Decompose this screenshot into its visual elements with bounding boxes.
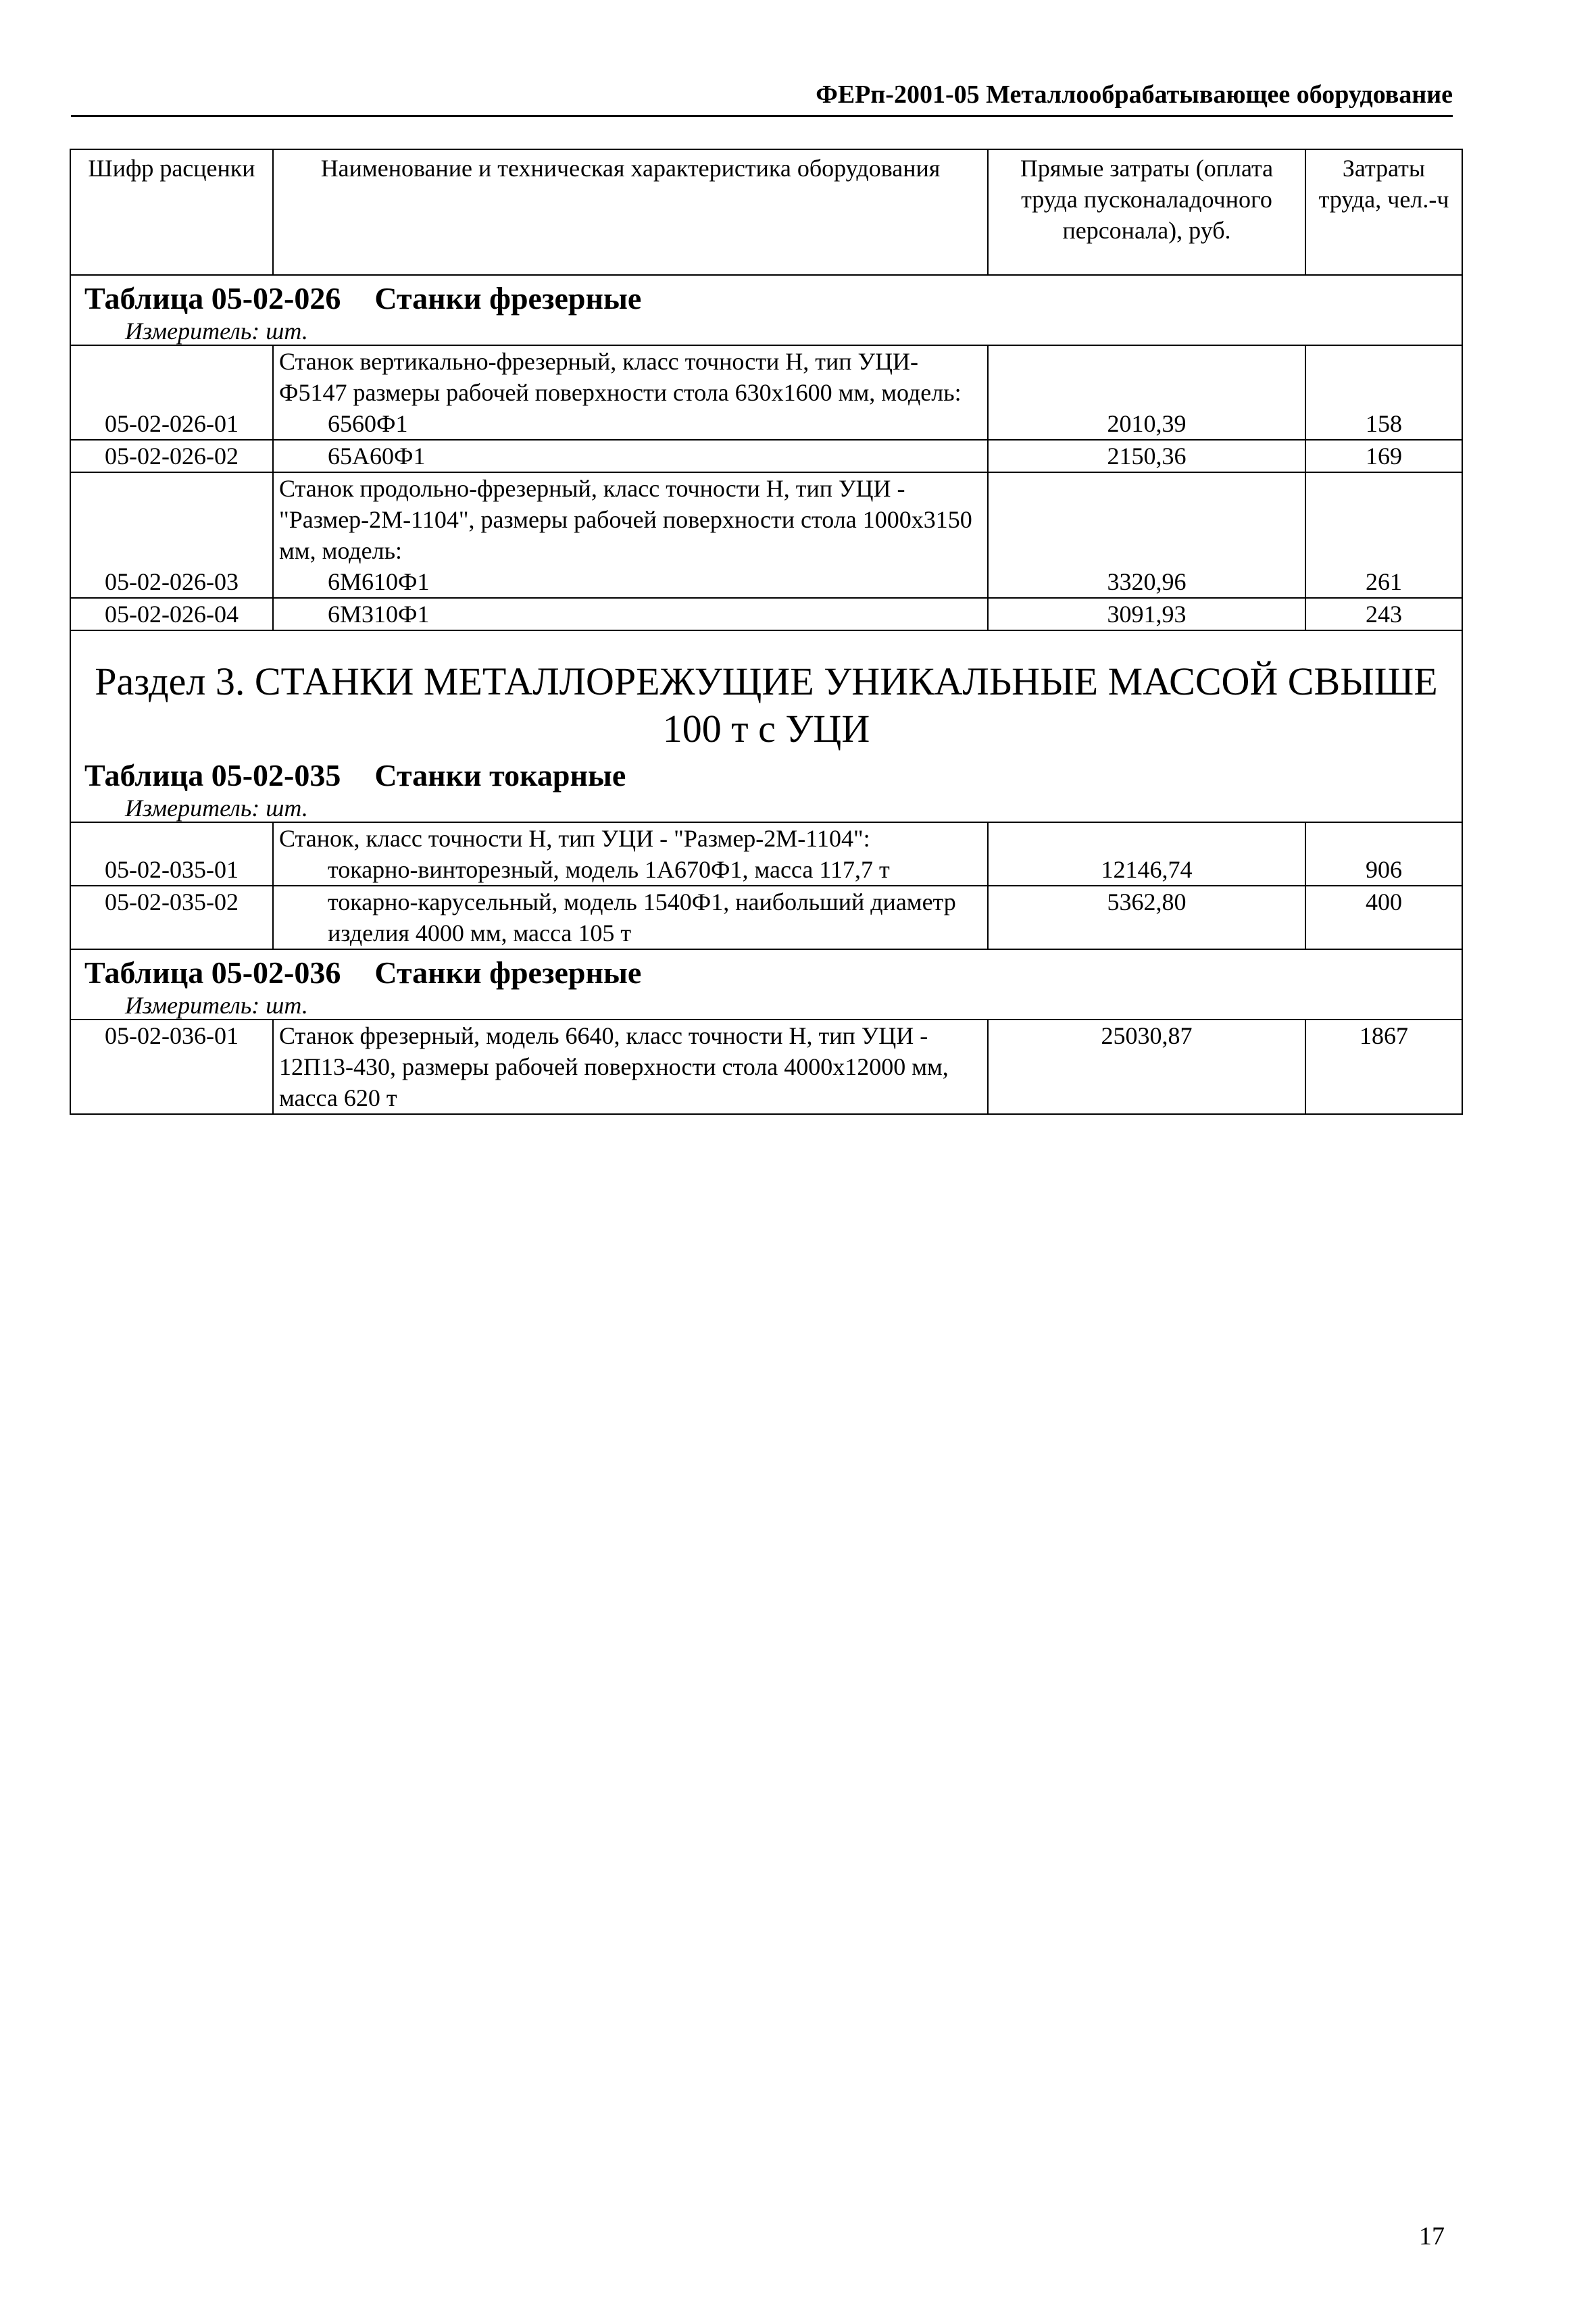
column-header-name: Наименование и техническая характеристика оборудования — [273, 149, 988, 275]
table-row — [70, 440, 1462, 472]
table-035-group-row — [70, 822, 1462, 854]
table-036-name: Станки фрезерные — [374, 955, 642, 990]
row-labor: 400 — [1305, 886, 1462, 949]
table-row — [70, 566, 1462, 598]
table-026-unit-row — [70, 318, 1462, 345]
column-header-row — [70, 149, 1462, 275]
row-labor: 169 — [1305, 440, 1462, 472]
row-name: токарно-карусельный, модель 1540Ф1, наибольший диаметр изделия 4000 мм, масса 105 т — [273, 886, 988, 949]
table-036-number: Таблица 05-02-036 — [84, 955, 341, 990]
row-cost: 3320,96 — [988, 566, 1305, 598]
row-labor: 906 — [1305, 854, 1462, 886]
row-name: токарно-винторезный, модель 1А670Ф1, масса 117,7 т — [273, 854, 988, 886]
row-code: 05-02-026-03 — [70, 566, 273, 598]
pricing-table — [70, 149, 1463, 1115]
row-code: 05-02-035-01 — [70, 854, 273, 886]
column-header-code: Шифр расценки — [70, 149, 273, 275]
row-code: 05-02-035-02 — [70, 886, 273, 949]
table-035-unit-row — [70, 795, 1462, 822]
table-026-group2-row — [70, 472, 1462, 566]
column-header-direct-costs: Прямые затраты (оплата труда пусконаладочного персонала), руб. — [988, 149, 1305, 275]
table-036-title — [70, 949, 1462, 992]
table-row — [70, 886, 1462, 949]
row-cost: 5362,80 — [988, 886, 1305, 949]
row-name: 6М310Ф1 — [273, 598, 988, 630]
page-number: 17 — [1419, 2222, 1445, 2250]
row-code: 05-02-026-01 — [70, 408, 273, 440]
row-labor: 158 — [1305, 408, 1462, 440]
row-code: 05-02-026-02 — [70, 440, 273, 472]
row-labor: 1867 — [1305, 1020, 1462, 1114]
row-name: Станок фрезерный, модель 6640, класс точности Н, тип УЦИ - 12П13-430, размеры рабочей поверхности стола 4000x12000 мм, масса 620 т — [273, 1020, 988, 1114]
table-026-group2-desc: Станок продольно-фрезерный, класс точности Н, тип УЦИ - "Размер-2М-1104", размеры рабочей поверхности стола 1000x3150 мм, модель: — [273, 472, 988, 566]
row-name: 6М610Ф1 — [273, 566, 988, 598]
table-036-unit: Измеритель: шт. — [70, 992, 1462, 1020]
table-026-number: Таблица 05-02-026 — [84, 281, 341, 316]
table-026-title — [70, 275, 1462, 318]
column-header-labor: Затраты труда, чел.-ч — [1305, 149, 1462, 275]
section-title: Раздел 3. СТАНКИ МЕТАЛЛОРЕЖУЩИЕ УНИКАЛЬНЫЕ МАССОЙ СВЫШЕ 100 т с УЦИ — [70, 630, 1462, 753]
row-code: 05-02-036-01 — [70, 1020, 273, 1114]
table-026-name: Станки фрезерные — [374, 281, 642, 316]
row-cost: 2150,36 — [988, 440, 1305, 472]
table-036-unit-row — [70, 992, 1462, 1020]
table-035-group-desc: Станок, класс точности Н, тип УЦИ - "Размер-2М-1104": — [273, 822, 988, 854]
table-035-unit: Измеритель: шт. — [70, 795, 1462, 822]
row-cost: 12146,74 — [988, 854, 1305, 886]
table-row — [70, 1020, 1462, 1114]
row-labor: 261 — [1305, 566, 1462, 598]
section-row — [70, 630, 1462, 753]
table-row — [70, 408, 1462, 440]
row-cost: 3091,93 — [988, 598, 1305, 630]
row-code: 05-02-026-04 — [70, 598, 273, 630]
row-cost: 25030,87 — [988, 1020, 1305, 1114]
table-035-title-row — [70, 753, 1462, 795]
table-026-title-row — [70, 275, 1462, 318]
table-035-number: Таблица 05-02-035 — [84, 758, 341, 793]
table-026-group1-row — [70, 345, 1462, 408]
row-name: 6560Ф1 — [273, 408, 988, 440]
table-026-group1-desc: Станок вертикально-фрезерный, класс точности Н, тип УЦИ-Ф5147 размеры рабочей поверхности стола 630x1600 мм, модель: — [273, 345, 988, 408]
row-name: 65А60Ф1 — [273, 440, 988, 472]
table-035-name: Станки токарные — [374, 758, 626, 793]
header-rule — [71, 115, 1453, 117]
row-labor: 243 — [1305, 598, 1462, 630]
table-026-unit: Измеритель: шт. — [70, 318, 1462, 345]
table-036-title-row — [70, 949, 1462, 992]
table-035-title — [70, 753, 1462, 795]
table-row — [70, 598, 1462, 630]
running-header: ФЕРп-2001-05 Металлообрабатывающее оборудование — [816, 80, 1453, 109]
row-cost: 2010,39 — [988, 408, 1305, 440]
table-row — [70, 854, 1462, 886]
